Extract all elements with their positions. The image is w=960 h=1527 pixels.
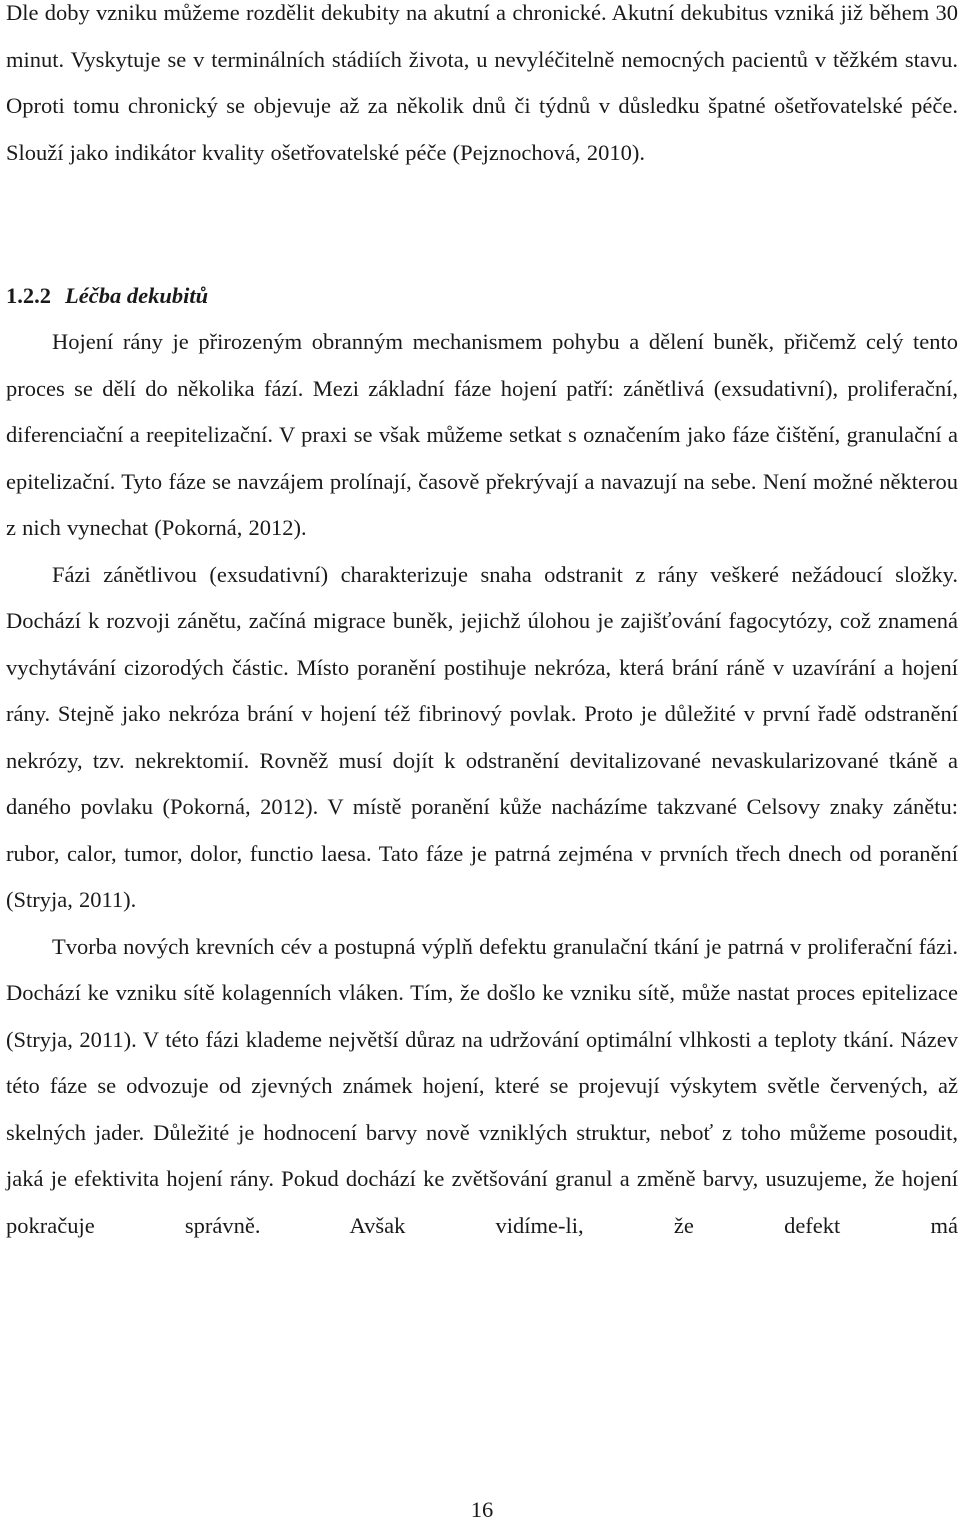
- section-number: 1.2.2: [6, 283, 51, 308]
- document-page: [6, 0, 958, 1527]
- paragraph-intro: Dle doby vzniku můžeme rozdělit dekubity na akutní a chronické. Akutní dekubitus vzniká již během 30 minut. Vyskytuje se v terminálních stádiích života, u nevyléčitelně nemocných pacientů v těžkém stavu. Oproti tomu chronický se objevuje až za několik dnů či týdnů v důsledku špatné ošetřovatelské péče. Slouží jako indikátor kvality ošetřovatelské péče (Pejznochová, 2010).: [6, 0, 958, 165]
- section-heading: [6, 276, 208, 316]
- page-number: 16: [470, 1497, 494, 1522]
- section-title: Léčba dekubitů: [65, 283, 209, 308]
- paragraph-proliferation-phase: Tvorba nových krevních cév a postupná výplň defektu granulační tkání je patrná v proliferační fázi. Dochází ke vzniku sítě kolagenních vláken. Tím, že došlo ke vzniku sítě, může nastat proces epitelizace (Stryja, 2011). V této fázi klademe největší důraz na udržování optimální vlhkosti a teploty tkání. Název této fáze se odvozuje od zjevných známek hojení, které se projevují výskytem světle červených, až skelných jader. Důležité je hodnocení barvy nově vzniklých struktur, neboť z toho můžeme posoudit, jaká je efektivita hojení rány. Pokud dochází ke zvětšování granul a změně barvy, usuzujeme, že hojení pokračuje správně. Avšak vidíme-li, že defekt má: [6, 933, 958, 1238]
- paragraph-healing-phases: Hojení rány je přirozeným obranným mechanismem pohybu a dělení buněk, přičemž celý tento proces se dělí do několika fází. Mezi základní fáze hojení patří: zánětlivá (exsudativní), proliferační, diferenciační a reepitelizační. V praxi se však můžeme setkat s označením jako fáze čištění, granulační a epitelizační. Tyto fáze se navzájem prolínají, časově překrývají a navazují na sebe. Není možné některou z nich vynechat (Pokorná, 2012).: [6, 329, 958, 540]
- paragraph-inflammatory-phase: Fázi zánětlivou (exsudativní) charakterizuje snaha odstranit z rány veškeré nežádoucí složky. Dochází k rozvoji zánětu, začíná migrace buněk, jejichž úlohou je zajišťování fagocytózy, což znamená vychytávání cizorodých částic. Místo poranění postihuje nekróza, která brání ráně v uzavírání a hojení rány. Stejně jako nekróza brání v hojení též fibrinový povlak. Proto je důležité v první řadě odstranění nekrózy, tzv. nekrektomií. Rovněž musí dojít k odstranění devitalizované nevaskularizované tkáně a daného povlaku (Pokorná, 2012). V místě poranění kůže nacházíme takzvané Celsovy znaky zánětu: rubor, calor, tumor, dolor, functio laesa. Tato fáze je patrná zejména v prvních třech dnech od poranění (Stryja, 2011).: [6, 561, 958, 912]
- section-body: [6, 319, 958, 1249]
